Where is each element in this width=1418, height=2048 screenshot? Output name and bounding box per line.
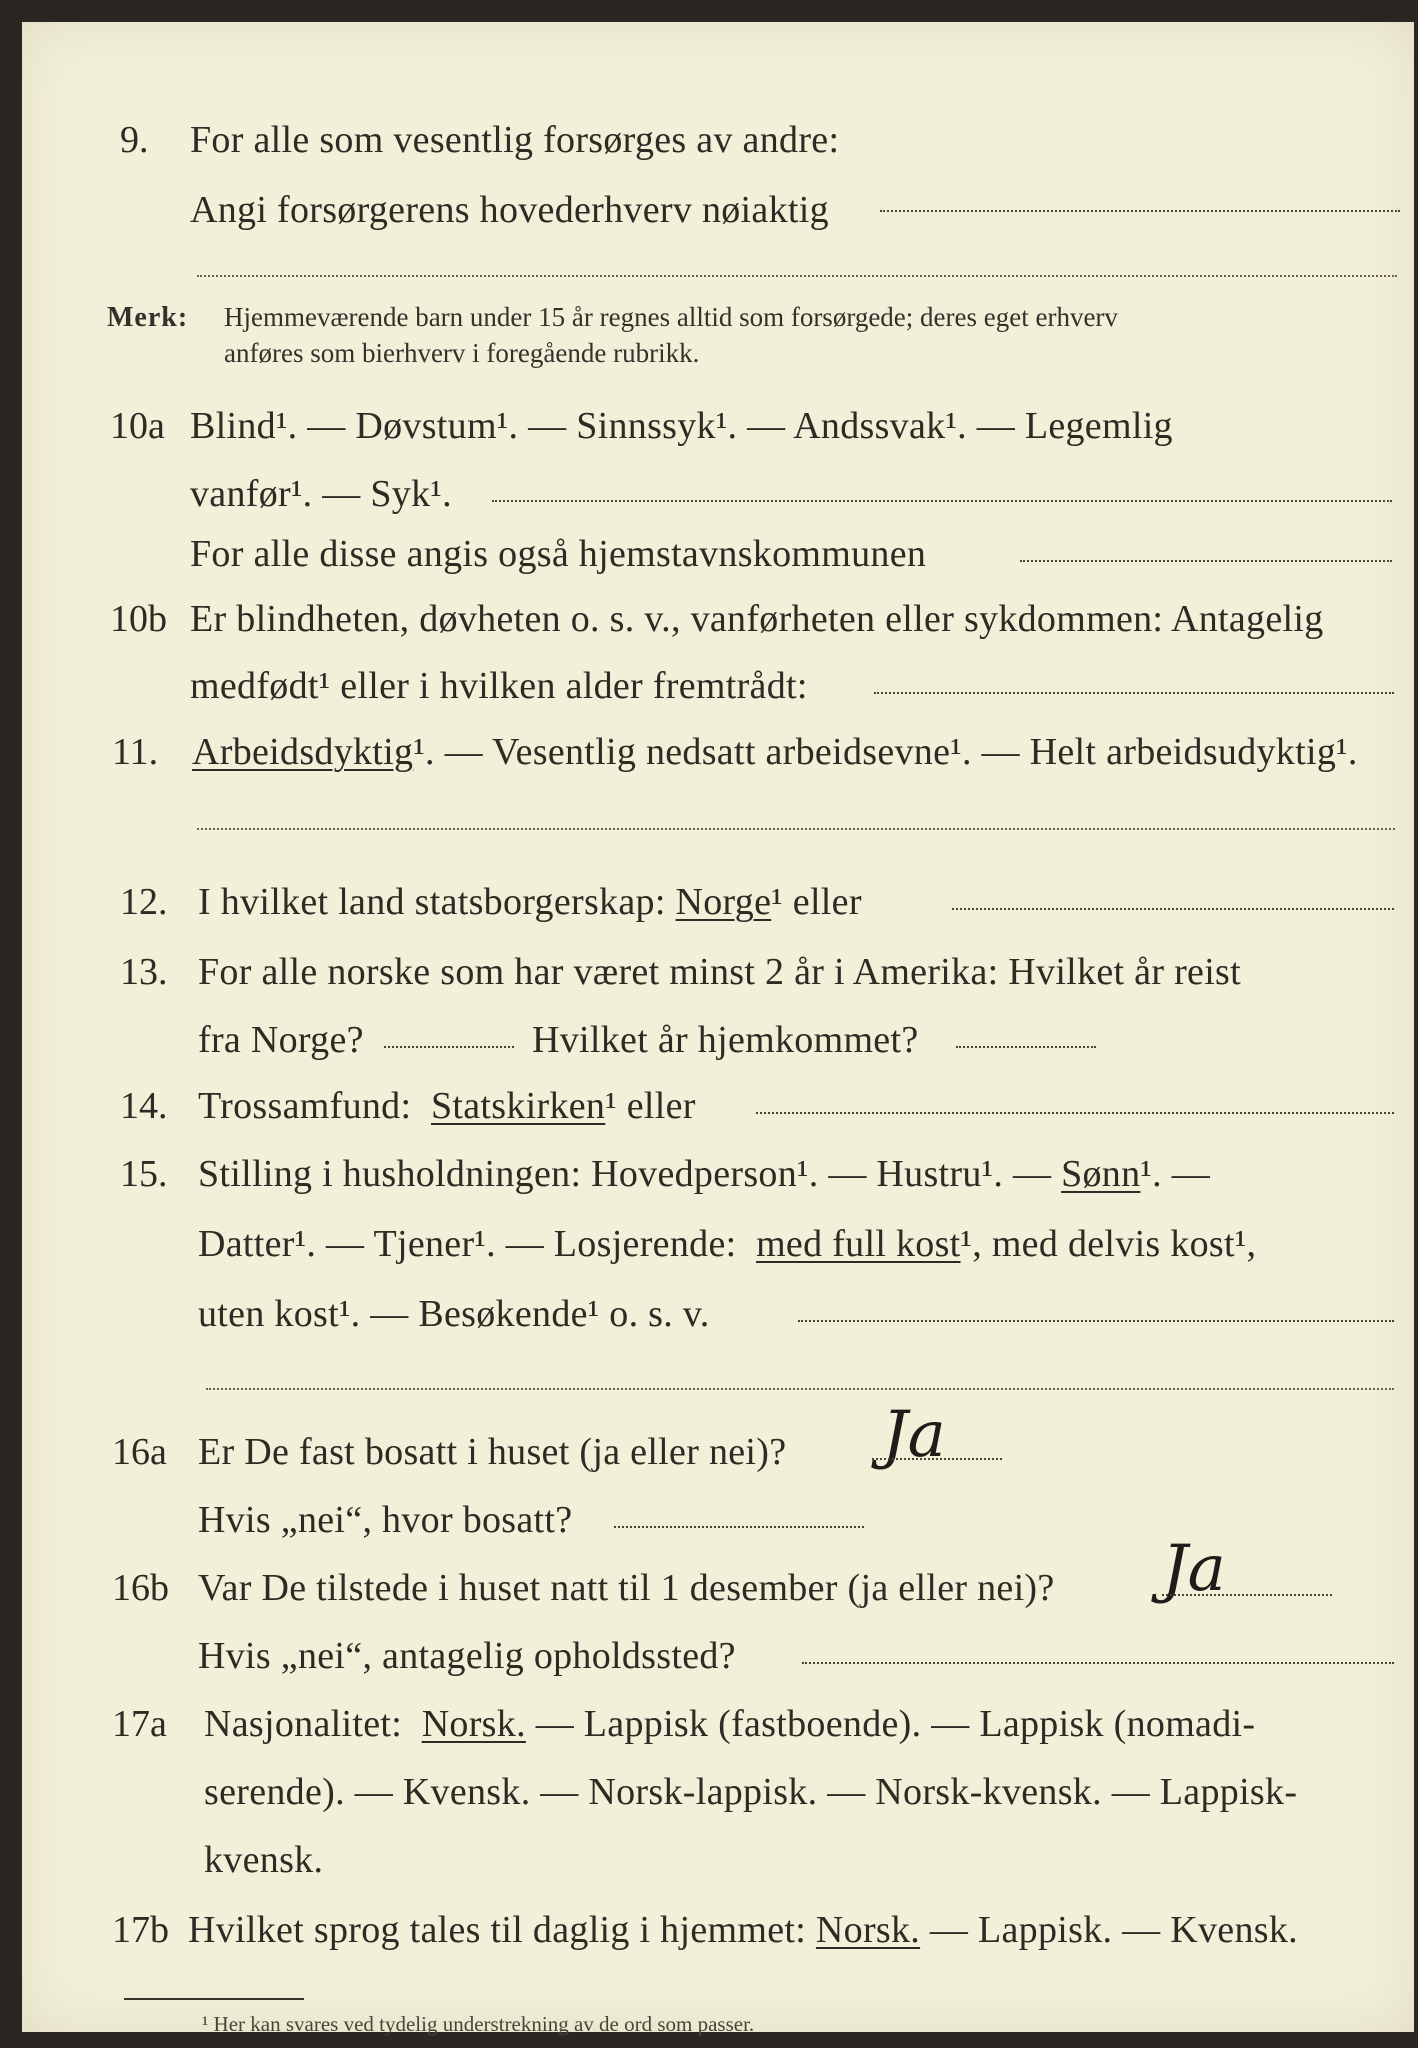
q12-answer-line[interactable]: [952, 908, 1394, 910]
q17a-line1b: — Lappisk (fastboende). — Lappisk (nomadi-: [535, 1703, 1256, 1745]
q16a-number: 16a: [112, 1431, 167, 1473]
q16a-answer-line[interactable]: [872, 1458, 1002, 1460]
q12-number: 12.: [120, 881, 168, 923]
q9-line1: For alle som vesentlig forsørges av andre:: [190, 119, 840, 161]
q15-line1b: ¹. —: [1140, 1153, 1211, 1195]
merk-line1: Hjemmeværende barn under 15 år regnes alltid som forsørgede; deres eget erhverv: [224, 302, 1118, 332]
q15-extra-line[interactable]: [206, 1388, 1394, 1390]
q16b-number: 16b: [112, 1567, 169, 1609]
q15-underlined-sonn[interactable]: Sønn: [1061, 1153, 1141, 1195]
q17b-before: Hvilket sprog tales til daglig i hjemmet:: [188, 1909, 807, 1951]
q16a-residence-line[interactable]: [614, 1526, 864, 1528]
q17b-text: [188, 1908, 1298, 1952]
q10b-line2: medfødt¹ eller i hvilken alder fremtrådt:: [190, 665, 808, 707]
q16a-handwritten-answer[interactable]: Ja: [882, 1398, 946, 1472]
q16b-answer-line[interactable]: [1162, 1594, 1332, 1596]
q17a-line1: [204, 1702, 1255, 1746]
q12-underlined-answer[interactable]: Norge: [675, 881, 772, 923]
merk-label: Merk:: [107, 302, 189, 333]
q16b-handwritten-answer[interactable]: Ja: [1162, 1532, 1226, 1606]
q13-number: 13.: [120, 951, 168, 993]
q10a-home-municipality-line[interactable]: [1020, 560, 1392, 562]
q17a-line1a: Nasjonalitet:: [204, 1703, 403, 1745]
q13-returned-year-line[interactable]: [956, 1046, 1096, 1048]
q10b-answer-line[interactable]: [874, 692, 1394, 694]
q16a-line2: Hvis „nei“, hvor bosatt?: [198, 1499, 573, 1541]
footnote-rule: [124, 1998, 304, 2000]
q13-line2a: fra Norge?: [198, 1019, 364, 1061]
q10a-line2: vanfør¹. — Syk¹.: [190, 473, 452, 515]
q14-after: ¹ eller: [605, 1085, 696, 1127]
q13-left-norway-year-line[interactable]: [384, 1046, 514, 1048]
q10a-number: 10a: [110, 405, 165, 447]
q17a-underlined-norsk[interactable]: Norsk.: [421, 1703, 526, 1745]
q15-line1a: Stilling i husholdningen: Hovedperson¹. — Hustru¹. —: [198, 1153, 1052, 1195]
q15-line2a: Datter¹. — Tjener¹. — Losjerende:: [198, 1223, 737, 1265]
q17a-line3: kvensk.: [204, 1839, 324, 1881]
q15-underlined-full-board[interactable]: med full kost: [756, 1223, 961, 1265]
q14-answer-line[interactable]: [756, 1112, 1394, 1114]
q14-number: 14.: [120, 1085, 168, 1127]
q15-number: 15.: [120, 1153, 168, 1195]
q10a-line1: Blind¹. — Døvstum¹. — Sinnssyk¹. — Andssvak¹. — Legemlig: [190, 405, 1173, 447]
q15-answer-line[interactable]: [798, 1320, 1394, 1322]
q10b-line1: Er blindheten, døvheten o. s. v., vanførheten eller sykdommen: Antagelig: [190, 598, 1324, 640]
q11-rest: ¹. — Vesentlig nedsatt arbeidsevne¹. — Helt arbeidsudyktig¹.: [413, 731, 1358, 773]
q13-line2b: Hvilket år hjemkommet?: [532, 1019, 919, 1061]
q13-line1: For alle norske som har været minst 2 år i Amerika: Hvilket år reist: [198, 951, 1242, 993]
q15-line1: [198, 1152, 1210, 1196]
q10b-number: 10b: [110, 598, 167, 640]
q11-underlined-answer[interactable]: Arbeidsdyktig: [192, 731, 414, 773]
q11-extra-line[interactable]: [197, 828, 1395, 830]
q14-text: [198, 1084, 696, 1128]
q15-line2: [198, 1222, 1256, 1266]
q17b-underlined-norsk[interactable]: Norsk.: [815, 1909, 921, 1951]
merk-line2: anføres som bierhverv i foregående rubrikk.: [224, 338, 700, 368]
q9-extra-line[interactable]: [197, 275, 1397, 277]
q12-text: [198, 880, 862, 924]
q16b-line1: Var De tilstede i huset natt til 1 desember (ja eller nei)?: [198, 1567, 1055, 1609]
q17b-after: — Lappisk. — Kvensk.: [929, 1909, 1298, 1951]
q9-answer-line[interactable]: [880, 210, 1400, 212]
q17a-number: 17a: [112, 1703, 167, 1745]
q9-line2: Angi forsørgerens hovederhverv nøiaktig: [190, 189, 829, 231]
q10a-answer-line[interactable]: [492, 500, 1392, 502]
q14-underlined-answer[interactable]: Statskirken: [430, 1085, 606, 1127]
q15-line3: uten kost¹. — Besøkende¹ o. s. v.: [198, 1293, 710, 1335]
q11-text: [192, 730, 1358, 774]
q16b-whereabouts-line[interactable]: [802, 1662, 1394, 1664]
q11-number: 11.: [112, 731, 159, 773]
q9-number: 9.: [120, 119, 149, 161]
census-form-page: [22, 22, 1414, 2036]
q14-before: Trossamfund:: [198, 1085, 412, 1127]
q16b-line2: Hvis „nei“, antagelig opholdssted?: [198, 1635, 736, 1677]
q17a-line2: serende). — Kvensk. — Norsk-lappisk. — Norsk-kvensk. — Lappisk-: [204, 1771, 1298, 1813]
footnote-text: ¹ Her kan svares ved tydelig understrekning av de ord som passer.: [202, 2012, 755, 2036]
q10a-line3: For alle disse angis også hjemstavnskommunen: [190, 533, 927, 575]
q12-after: ¹ eller: [771, 881, 862, 923]
q16a-line1: Er De fast bosatt i huset (ja eller nei)?: [198, 1431, 787, 1473]
q12-before: I hvilket land statsborgerskap:: [198, 881, 666, 923]
q17b-number: 17b: [112, 1909, 169, 1951]
q15-line2b: ¹, med delvis kost¹,: [960, 1223, 1257, 1265]
